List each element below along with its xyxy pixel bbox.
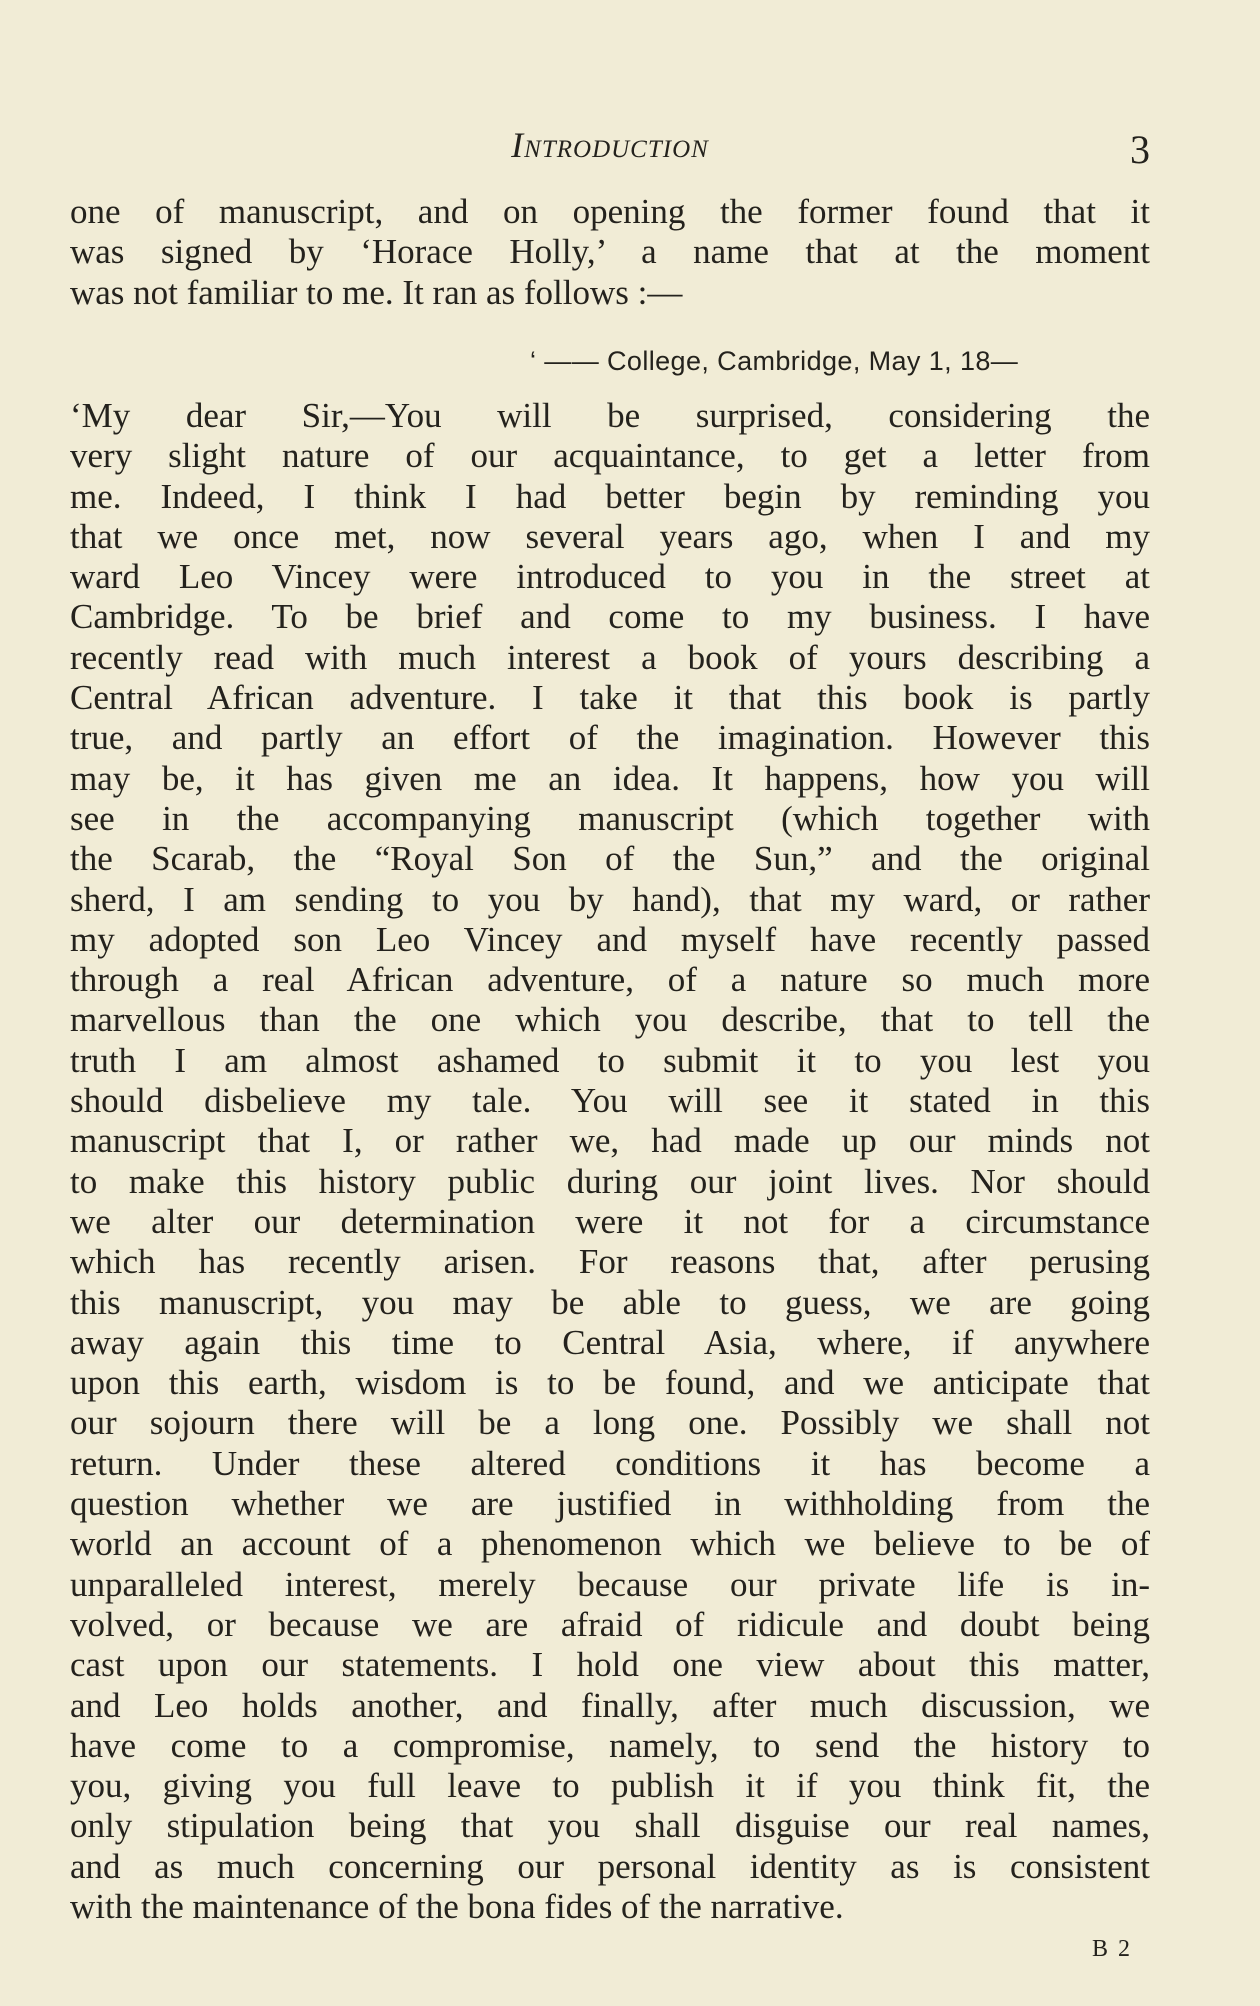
signature-mark: B 2 (1091, 1936, 1132, 1962)
text-line: ‘My dear Sir,—You will be surprised, considering the (70, 396, 1150, 435)
text-line: that we once met, now several years ago, when I and my (70, 516, 1150, 556)
text-line: truth I am almost ashamed to submit it to you lest you (70, 1040, 1150, 1080)
text-line: was not familiar to me. It ran as follows :— (70, 272, 683, 312)
text-line: question whether we are justified in withholding from the (70, 1484, 1150, 1524)
text-line: me. Indeed, I think I had better begin by reminding you (70, 476, 1150, 516)
text-line: unparalleled interest, merely because our private life is in- (70, 1564, 1150, 1604)
letter-dateline: ‘ —— College, Cambridge, May 1, 18— (530, 346, 1019, 376)
text-line: our sojourn there will be a long one. Possibly we shall not (70, 1403, 1150, 1443)
text-line: we alter our determination were it not for a circumstance (70, 1201, 1150, 1241)
page-header (70, 118, 1150, 178)
text-line: Central African adventure. I take it that this book is partly (70, 678, 1150, 718)
text-line: and as much concerning our personal identity as is consistent (70, 1846, 1150, 1886)
page-number: 3 (1130, 127, 1150, 172)
text-line: volved, or because we are afraid of ridicule and doubt being (70, 1604, 1150, 1644)
text-line: away again this time to Central Asia, where, if anywhere (70, 1322, 1150, 1362)
text-line: which has recently arisen. For reasons that, after perusing (70, 1242, 1150, 1282)
text-line: have come to a compromise, namely, to send the history to (70, 1725, 1150, 1765)
text-line: return. Under these altered conditions it has become a (70, 1443, 1150, 1483)
text-line: upon this earth, wisdom is to be found, and we anticipate that (70, 1363, 1150, 1403)
running-head: Introduction (511, 125, 709, 165)
text-line: ward Leo Vincey were introduced to you in the street at (70, 557, 1150, 597)
letter-body (70, 396, 1150, 1927)
text-line: one of manuscript, and on opening the former found that it (70, 192, 1150, 231)
text-line: and Leo holds another, and finally, after much discussion, we (70, 1685, 1150, 1725)
text-line: recently read with much interest a book of yours describing a (70, 637, 1150, 677)
text-line: this manuscript, you may be able to guess, we are going (70, 1282, 1150, 1322)
text-line: with the maintenance of the bona fides of the narrative. (70, 1886, 844, 1926)
text-line: cast upon our statements. I hold one view about this matter, (70, 1645, 1150, 1685)
text-line: the Scarab, the “Royal Son of the Sun,” and the original (70, 839, 1150, 879)
text-line: marvellous than the one which you describe, that to tell the (70, 1000, 1150, 1040)
text-line: very slight nature of our acquaintance, to get a letter from (70, 436, 1150, 476)
text-line: manuscript that I, or rather we, had made up our minds not (70, 1121, 1150, 1161)
text-line: to make this history public during our joint lives. Nor should (70, 1161, 1150, 1201)
text-line: was signed by ‘Horace Holly,’ a name that at the moment (70, 232, 1150, 272)
text-line: Cambridge. To be brief and come to my business. I have (70, 597, 1150, 637)
text-line: only stipulation being that you shall disguise our real names, (70, 1806, 1150, 1846)
text-line: true, and partly an effort of the imagination. However this (70, 718, 1150, 758)
text-line: sherd, I am sending to you by hand), that my ward, or rather (70, 879, 1150, 919)
text-line: through a real African adventure, of a nature so much more (70, 960, 1150, 1000)
text-line: should disbelieve my tale. You will see it stated in this (70, 1081, 1150, 1121)
text-line: may be, it has given me an idea. It happens, how you will (70, 758, 1150, 798)
intro-paragraph (70, 192, 1150, 313)
text-line: you, giving you full leave to publish it if you think fit, the (70, 1766, 1150, 1806)
text-line: world an account of a phenomenon which we believe to be of (70, 1524, 1150, 1564)
text-line: my adopted son Leo Vincey and myself have recently passed (70, 919, 1150, 959)
text-line: see in the accompanying manuscript (which together with (70, 798, 1150, 838)
